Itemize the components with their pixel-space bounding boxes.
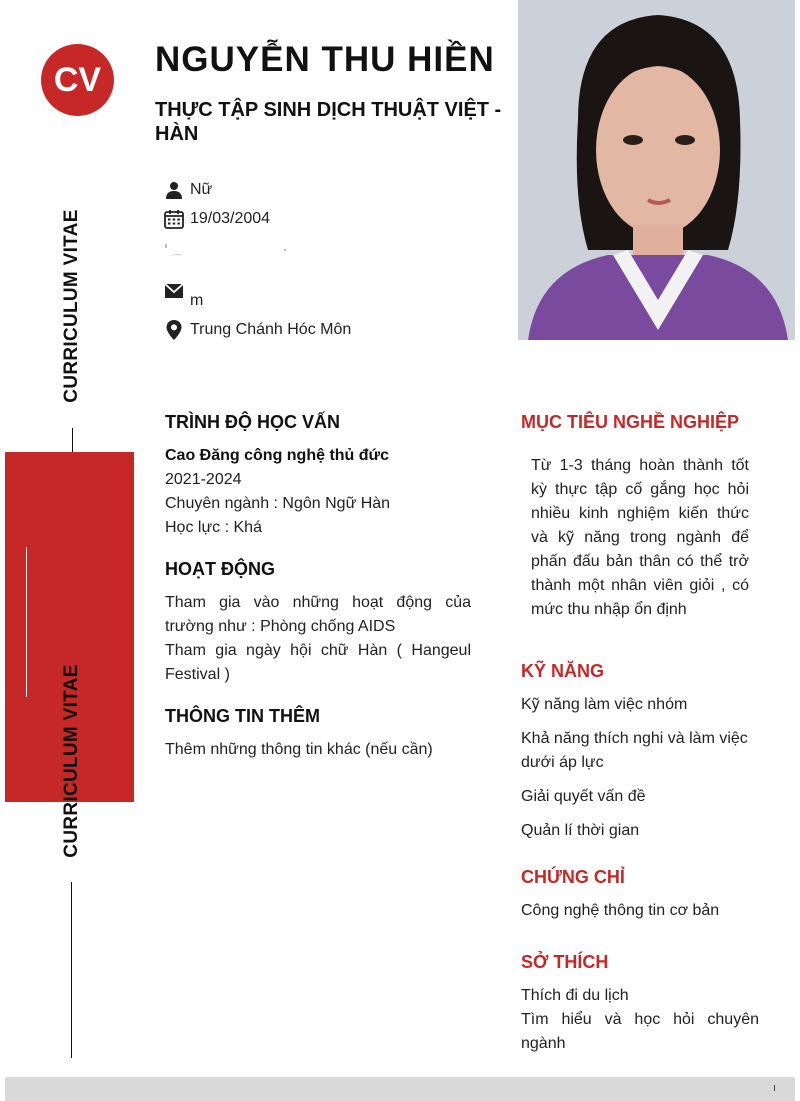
education-major: Chuyên ngành : Ngôn Ngữ Hàn bbox=[165, 495, 391, 512]
location-pin-icon bbox=[164, 320, 184, 340]
certificate-item: Công nghệ thông tin cơ bản bbox=[521, 902, 720, 919]
gender-value: Nữ bbox=[190, 181, 213, 198]
side-label-top: CURRICULUM VITAE bbox=[61, 209, 82, 403]
objective-text: Từ 1-3 tháng hoàn thành tốt kỳ thực tập cố gắng học hỏi nhiều kinh nghiệm kiến thức và kỹ năng trong ngành để phấn đấu bản thân có thể trở thành một nhân viên giỏi , có mức thu nhập ổn định bbox=[531, 457, 749, 618]
education-title: TRÌNH ĐỘ HỌC VẤN bbox=[165, 412, 340, 432]
skill-item: Quản lí thời gian bbox=[521, 822, 640, 839]
info-address bbox=[164, 320, 351, 340]
skill-item: Kỹ năng làm việc nhóm bbox=[521, 696, 688, 713]
divider-line-bottom bbox=[71, 882, 72, 1058]
education-school: Cao Đăng công nghệ thủ đức bbox=[165, 447, 390, 464]
mail-icon bbox=[164, 281, 184, 301]
hobby-item: Tìm hiểu và học hỏi chuyên ngành bbox=[521, 1011, 759, 1052]
education-grade: Học lực : Khá bbox=[165, 519, 262, 536]
skill-item: Khả năng thích nghi và làm việc dưới áp lực bbox=[521, 730, 748, 771]
cv-badge: CV bbox=[41, 44, 114, 116]
activities-title: HOẠT ĐỘNG bbox=[165, 559, 275, 579]
objective-title: MỤC TIÊU NGHỀ NGHIỆP bbox=[521, 412, 740, 432]
certificates-title: CHỨNG CHỈ bbox=[521, 867, 625, 887]
phone-icon bbox=[171, 254, 183, 258]
extra-info-title: THÔNG TIN THÊM bbox=[165, 706, 320, 726]
footer-bar bbox=[5, 1077, 795, 1101]
extra-info-text: Thêm những thông tin khác (nếu cần) bbox=[165, 741, 433, 758]
candidate-role: THỰC TẬP SINH DỊCH THUẬT VIỆT - HÀN bbox=[155, 99, 502, 145]
education-details bbox=[165, 444, 475, 540]
skills-list bbox=[521, 693, 761, 843]
email-value[interactable]: m bbox=[190, 292, 204, 309]
hobbies-list bbox=[521, 984, 759, 1056]
skill-item: Giải quyết vấn đề bbox=[521, 788, 646, 805]
user-icon bbox=[164, 180, 184, 200]
phone-icon-fragment bbox=[165, 244, 167, 248]
divider-line-light bbox=[26, 547, 27, 697]
activities-list bbox=[165, 591, 471, 687]
side-label-bottom: CURRICULUM VITAE bbox=[61, 664, 82, 858]
education-years: 2021-2024 bbox=[165, 471, 242, 488]
activity-item: Tham gia ngày hội chữ Hàn ( Hangeul Festival ) bbox=[165, 642, 471, 683]
info-birthdate bbox=[164, 209, 270, 229]
birthdate-value: 19/03/2004 bbox=[190, 210, 271, 227]
profile-photo bbox=[518, 0, 795, 340]
calendar-icon bbox=[164, 209, 184, 229]
info-email bbox=[164, 281, 203, 310]
hobbies-title: SỞ THÍCH bbox=[521, 952, 609, 972]
info-gender bbox=[164, 180, 212, 200]
footer-mark bbox=[774, 1085, 775, 1091]
candidate-name: NGUYỄN THU HIỀN bbox=[155, 40, 495, 79]
phone-text-fragment bbox=[284, 249, 286, 251]
activity-item: Tham gia vào những hoạt động của trường như : Phòng chống AIDS bbox=[165, 594, 471, 635]
hobby-item: Thích đi du lịch bbox=[521, 987, 629, 1004]
address-value: Trung Chánh Hóc Môn bbox=[190, 321, 352, 338]
skills-title: KỸ NĂNG bbox=[521, 661, 605, 681]
